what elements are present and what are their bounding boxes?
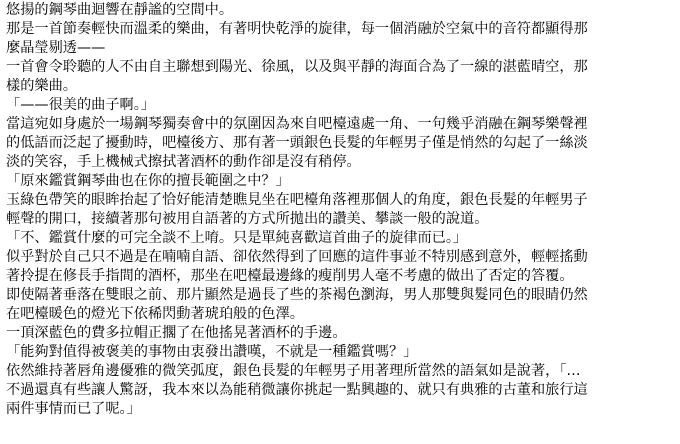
text-line: 輕聲的開口，接續著那句被用自語著的方式所拋出的讚美、攀談一般的說道。 — [6, 211, 489, 227]
text-line: 「原來鑑賞鋼琴曲也在你的擅長範圍之中？」 — [6, 173, 290, 189]
text-line: 「能夠對值得被褒美的事物由衷發出讚嘆，不就是一種鑑賞嗎？」 — [6, 344, 418, 360]
text-line: 似乎對於自己只不過是在喃喃自語、卻依然得到了回應的這件事並不特別感到意外，輕輕搖動 — [6, 249, 588, 265]
text-line: 一首會令聆聽的人不由自主聯想到陽光、徐風，以及與平靜的海面合為了一線的湛藍晴空，那 — [6, 59, 588, 75]
text-line: 悠揚的鋼琴曲迴響在靜謐的空間中。 — [6, 2, 234, 18]
text-line: 依然維持著唇角邊優雅的微笑弧度，銀色長髮的年輕男子用著理所當然的語氣如是說著，「… — [6, 363, 581, 379]
text-line: 一頂深藍色的費多拉帽正擱了在他搖晃著酒杯的手邊。 — [6, 325, 347, 341]
text-line: 那是一首節奏輕快而溫柔的樂曲，有著明快乾淨的旋律，每一個消融於空氣中的音符都顯得那 — [6, 21, 588, 37]
text-line: 著拎提在修長手指間的酒杯，那坐在吧檯最邊緣的瘦削男人毫不考慮的做出了否定的答覆。 — [6, 268, 574, 284]
text-line: 兩件事情而已了呢。」 — [6, 401, 141, 417]
text-line: 樣的樂曲。 — [6, 78, 77, 94]
text-line: 即使隔著垂落在雙眼之前、那片顯然是過長了些的茶褐色瀏海，男人那雙與髮同色的眼睛仍然 — [6, 287, 588, 303]
text-line: 麼晶瑩剔透—— — [6, 40, 106, 56]
text-line: 「——很美的曲子啊。」 — [6, 97, 155, 113]
text-line: 玉綠色帶笑的眼眸抬起了恰好能清楚瞧見坐在吧檯角落裡那個人的角度，銀色長髮的年輕男子 — [6, 192, 588, 208]
text-line: 不過還真有些讓人驚訝，我本來以為能稍微讓你挑起一點興趣的、就只有典雅的古董和旅行這 — [6, 382, 588, 398]
text-line: 當這宛如身處於一場鋼琴獨奏會中的氛圍因為來自吧檯遠處一角、一句幾乎消融在鋼琴樂聲裡 — [6, 116, 588, 132]
text-line: 在吧檯暖色的燈光下依稀閃動著琥珀般的色澤。 — [6, 306, 304, 322]
text-line: 「不、鑑賞什麼的可完全談不上唷。只是單純喜歡這首曲子的旋律而已。」 — [6, 230, 468, 246]
text-line: 的低語而泛起了擾動時，吧檯後方、那有著一頭銀色長髮的年輕男子僅是悄然的勾起了一絲淡 — [6, 135, 588, 151]
text-line: 淡的笑容，手上機械式擦拭著酒杯的動作卻是沒有稍停。 — [6, 154, 361, 170]
